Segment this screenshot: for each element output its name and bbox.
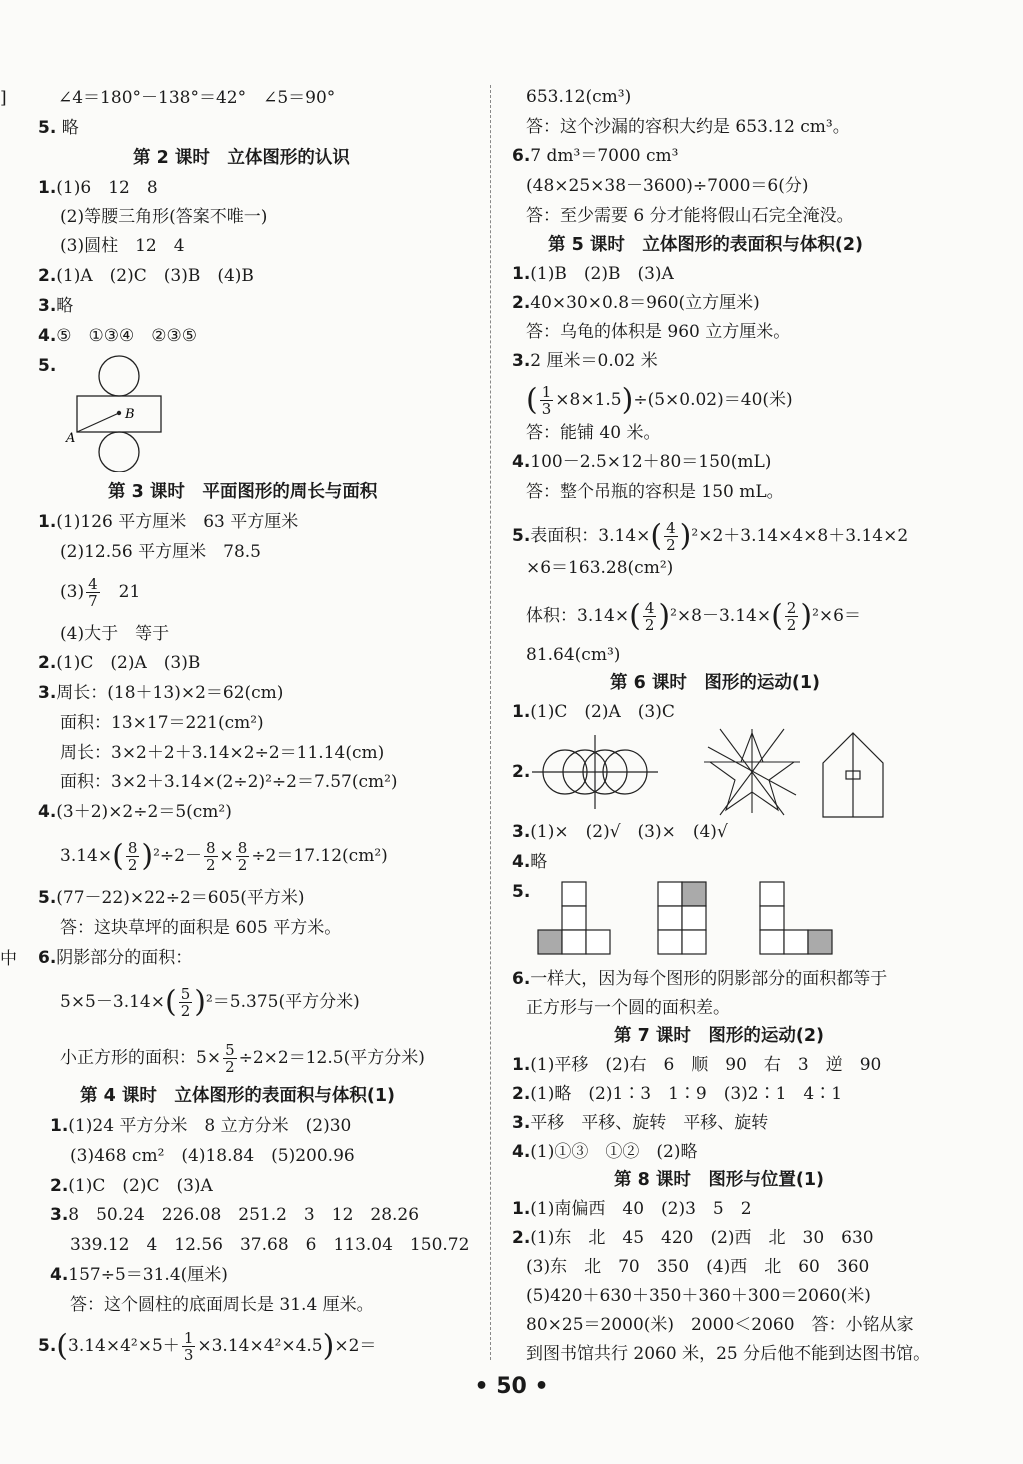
- q-number: 2.: [50, 1176, 69, 1196]
- answer-text: 答：乌龟的体积是 960 立方厘米。: [526, 322, 791, 342]
- formula-line: 体积：3.14×( $\frac{4}{2}$ )²×8－3.14×( $\frac{2}{2}$ )²×6＝: [526, 598, 861, 634]
- q-number: 1.: [512, 1055, 531, 1075]
- section-title-lesson-6: 第 6 课时 图形的运动(1): [610, 673, 821, 693]
- cell: [760, 882, 784, 906]
- fraction: [126, 840, 140, 873]
- answer-fraction-line: [60, 576, 140, 609]
- a-answer-4: [512, 450, 771, 474]
- q-number: 2.: [512, 1084, 531, 1104]
- answer-text: 答：这个沙漏的容积大约是 653.12 cm³。: [526, 117, 850, 137]
- text: ÷2×2＝12.5(平方分米): [238, 1048, 425, 1068]
- fraction: [182, 1330, 196, 1363]
- label-b: B: [125, 407, 135, 422]
- numerator: 1: [183, 1329, 194, 1347]
- q-number: 1.: [50, 1116, 69, 1136]
- answer-text: ×6＝163.28(cm²): [526, 558, 674, 578]
- answer-text: (1)①③ ①② (2)略: [530, 1142, 698, 1162]
- b-answer-1: [512, 700, 675, 724]
- text: ²×2＋3.14×4×8＋3.14×2: [691, 526, 909, 546]
- edge-mark-middle: 中: [0, 949, 17, 969]
- q-number: 6.: [38, 948, 57, 968]
- answer-text: (1)平移 (2)右 6 顺 90 右 3 逆 90: [530, 1055, 882, 1075]
- q-number: 6.: [512, 146, 531, 166]
- text: ÷2＝17.12(cm²): [251, 846, 388, 866]
- r-answer-5: 5.(3.14×4²×5＋ $\frac{1}{3}$ ×3.14×4²×4.5)×2＝: [38, 1328, 377, 1364]
- answer-text: 面积：13×17＝221(cm²): [60, 713, 264, 733]
- formula-line: 3.14×( $\frac{8}{2}$ )²÷2－ $\frac{8}{2}$ × $\frac{8}{2}$ ÷2＝17.12(cm²): [60, 838, 388, 874]
- q-number: 4.: [38, 326, 57, 346]
- q-number: 4.: [50, 1265, 69, 1285]
- answer-5: [38, 116, 79, 140]
- four-circles-figure: [532, 735, 658, 809]
- view-figure-3: [760, 882, 832, 954]
- answer-text: 一样大，因为每个图形的阴影部分的面积都等于: [530, 969, 888, 989]
- cell: [658, 930, 682, 954]
- q-number: 3.: [512, 1113, 531, 1133]
- answer-text: (3)东 北 70 350 (4)西 北 60 360: [526, 1257, 870, 1277]
- star-figure: [704, 729, 800, 815]
- denominator: 2: [666, 536, 676, 554]
- p-answer-3: [38, 681, 283, 705]
- q-number: 1.: [38, 512, 57, 532]
- answer-2: [38, 264, 254, 288]
- cell-shaded: [808, 930, 832, 954]
- fraction: [664, 520, 678, 553]
- answer-text: (1)略 (2)1∶3 1∶9 (3)2∶1 4∶1: [530, 1084, 843, 1104]
- numerator: 4: [644, 599, 655, 617]
- angle-answers: ∠4＝180°－138°＝42° ∠5＝90°: [58, 88, 336, 108]
- denominator: 2: [786, 616, 797, 634]
- formula-line: ( $\frac{1}{3}$ ×8×1.5)÷(5×0.02)＝40(米): [526, 382, 793, 418]
- c-answer-3: [512, 1111, 768, 1135]
- q-number: 4.: [512, 1142, 531, 1162]
- answer-text: (48×25×38－3600)÷7000＝6(分): [526, 176, 809, 196]
- section-title-lesson-4: 第 4 课时 立体图形的表面积与体积(1): [80, 1086, 396, 1106]
- formula-line: [60, 1042, 425, 1075]
- answer-3: [38, 294, 73, 318]
- answer-text: 339.12 4 12.56 37.68 6 113.04 150.72: [70, 1235, 470, 1255]
- text: (3): [60, 582, 85, 602]
- q-number: 3.: [512, 351, 531, 371]
- p-answer-1: [38, 510, 298, 534]
- fraction: [223, 1042, 237, 1075]
- text: ²×8－3.14×: [670, 606, 772, 626]
- b-answer-5-label: [512, 880, 530, 904]
- a-answer-5: 5.表面积：3.14×( $\frac{4}{2}$ )²×2＋3.14×4×8＋3.14×2: [512, 518, 909, 554]
- text: ×: [219, 846, 234, 866]
- net-bottom-circle: [99, 432, 139, 472]
- q-number: 4.: [512, 852, 531, 872]
- p-answer-2: [38, 651, 200, 675]
- answer-text: 2 厘米＝0.02 米: [530, 351, 658, 371]
- answer-text: (1)C (2)C (3)A: [68, 1176, 213, 1196]
- q-number: 3.: [512, 822, 531, 842]
- house-figure: [823, 733, 883, 817]
- p-answer-4: [38, 800, 232, 824]
- answer-text: 答：这块草坪的面积是 605 平方米。: [60, 918, 342, 938]
- fraction: [179, 986, 193, 1019]
- c-answer-4: [512, 1140, 697, 1164]
- page-number: • 50 •: [474, 1374, 549, 1399]
- a-answer-2: [512, 291, 760, 315]
- answer-text: 面积：3×2＋3.14×(2÷2)²÷2＝7.57(cm²): [60, 772, 398, 792]
- q-number: 5.: [512, 882, 531, 902]
- numerator: 2: [786, 599, 797, 617]
- fraction: [86, 576, 100, 609]
- cell: [658, 906, 682, 930]
- q-number: 3.: [38, 296, 57, 316]
- answer-text: (5)420＋630＋350＋360＋300＝2060(米): [526, 1286, 871, 1306]
- column-divider: [490, 85, 491, 1360]
- denominator: 2: [180, 1002, 191, 1020]
- cell-shaded: [538, 930, 562, 954]
- edge-mark-top: ]: [0, 88, 7, 108]
- cell: [760, 906, 784, 930]
- numerator: 1: [541, 383, 552, 401]
- q-number: 5.: [38, 888, 57, 908]
- section-title-lesson-8: 第 8 课时 图形与位置(1): [614, 1170, 825, 1190]
- cell: [562, 882, 586, 906]
- text: ²×6＝: [812, 606, 861, 626]
- text: ×2＝: [334, 1336, 377, 1356]
- answer-text: 正方形与一个圆的面积差。: [526, 998, 730, 1018]
- section-title-lesson-3: 第 3 课时 平面图形的周长与面积: [108, 482, 378, 502]
- fraction: [643, 600, 657, 633]
- answer-text: (3＋2)×2÷2＝5(cm²): [56, 802, 232, 822]
- a-answer-1: [512, 262, 674, 286]
- r-answer-3: [50, 1203, 419, 1227]
- numerator: 4: [88, 575, 98, 593]
- r-answer-2: [50, 1174, 213, 1198]
- text: 体积：3.14×: [526, 606, 630, 626]
- view-figure-2: [658, 882, 706, 954]
- denominator: 2: [127, 856, 138, 874]
- answer-text: (1)C (2)A (3)B: [56, 653, 201, 673]
- answer-text: (3)468 cm² (4)18.84 (5)200.96: [70, 1146, 355, 1166]
- answer-text: 答：这个圆柱的底面周长是 31.4 厘米。: [70, 1295, 374, 1315]
- q-number: 1.: [512, 1199, 531, 1219]
- answer-text: (1)C (2)A (3)C: [530, 702, 675, 722]
- answer-text: 阴影部分的面积：: [56, 948, 193, 968]
- q-number: 2.: [512, 293, 531, 313]
- cell: [760, 930, 784, 954]
- denominator: 7: [88, 592, 98, 610]
- fraction: [540, 384, 554, 417]
- view-figure-1: [538, 882, 610, 954]
- label-a: A: [66, 431, 76, 446]
- numerator: 8: [237, 839, 248, 857]
- section-title-lesson-7: 第 7 课时 图形的运动(2): [614, 1026, 825, 1046]
- q-number: 4.: [512, 452, 531, 472]
- answer-text: (4)大于 等于: [60, 624, 170, 644]
- text: 5×5－3.14×: [60, 992, 165, 1012]
- q-number: 2.: [512, 762, 531, 782]
- q-number: 1.: [512, 264, 531, 284]
- answer-6: [512, 144, 678, 168]
- section-title-lesson-2: 第 2 课时 立体图形的认识: [133, 148, 350, 168]
- cell: [562, 906, 586, 930]
- cylinder-net-figure: [63, 352, 173, 472]
- answer-text: (1)6 12 8: [56, 178, 158, 198]
- c-answer-1: [512, 1053, 881, 1077]
- q-number: 3.: [50, 1205, 69, 1225]
- answer-text: 157÷5＝31.4(厘米): [68, 1265, 228, 1285]
- answer-text: 答：能铺 40 米。: [526, 423, 661, 443]
- answer-text: 100－2.5×12＋80＝150(mL): [530, 452, 772, 472]
- symmetry-figures: [532, 725, 972, 820]
- b-answer-4: [512, 850, 547, 874]
- q-number: 3.: [38, 683, 57, 703]
- denominator: 3: [183, 1346, 194, 1364]
- formula-line: 5×5－3.14×( $\frac{5}{2}$ )²＝5.375(平方分米): [60, 984, 360, 1020]
- answer-text: (2)12.56 平方厘米 78.5: [60, 542, 262, 562]
- q-number: 5.: [38, 356, 57, 376]
- denominator: 2: [225, 1058, 235, 1076]
- answer-text: (1)东 北 45 420 (2)西 北 30 630: [530, 1228, 874, 1248]
- q-number: 2.: [38, 653, 57, 673]
- answer-text: 8 50.24 226.08 251.2 3 12 28.26: [68, 1205, 420, 1225]
- fraction: [236, 840, 250, 873]
- text: ÷(5×0.02)＝40(米): [633, 390, 793, 410]
- answer-text: (1)× (2)√ (3)× (4)√: [530, 822, 728, 842]
- text: ×3.14×4²×4.5: [197, 1336, 323, 1356]
- cell: [586, 930, 610, 954]
- text: 21: [118, 582, 141, 602]
- numerator: 4: [666, 519, 676, 537]
- answer-text: (1)B (2)B (3)A: [530, 264, 674, 284]
- answer-text: (1)A (2)C (3)B (4)B: [56, 266, 254, 286]
- answer-text: (1)南偏西 40 (2)3 5 2: [530, 1199, 752, 1219]
- answer-text: 40×30×0.8＝960(立方厘米): [530, 293, 760, 313]
- answer-text: 7 dm³＝7000 cm³: [530, 146, 679, 166]
- a-answer-3: [512, 349, 658, 373]
- text: 3.14×: [60, 846, 113, 866]
- cell: [784, 930, 808, 954]
- cell: [682, 930, 706, 954]
- text: ²÷2－: [153, 846, 202, 866]
- d-answer-1: [512, 1197, 752, 1221]
- q-number: 5.: [38, 118, 57, 138]
- answer-text: 略: [61, 118, 79, 138]
- r-answer-1: [50, 1114, 351, 1138]
- section-title-lesson-5: 第 5 课时 立体图形的表面积与体积(2): [548, 235, 864, 255]
- answer-text: 略: [530, 852, 548, 872]
- answer-4: [38, 324, 197, 348]
- answer-text: 81.64(cm³): [526, 645, 621, 665]
- answer-text: (77－22)×22÷2＝605(平方米): [56, 888, 305, 908]
- answer-text: 平移 平移、旋转 平移、旋转: [530, 1113, 769, 1133]
- q-number: 5.: [38, 1336, 57, 1356]
- cube-view-figures: [532, 880, 852, 960]
- q-number: 1.: [38, 178, 57, 198]
- denominator: 2: [237, 856, 248, 874]
- p-answer-6: [38, 946, 192, 970]
- denominator: 2: [205, 856, 216, 874]
- answer-text: 答：至少需要 6 分才能将假山石完全淹没。: [526, 206, 854, 226]
- answer-5-label: [38, 354, 56, 378]
- answer-text: (3)圆柱 12 4: [60, 236, 185, 256]
- answer-text: 略: [56, 296, 74, 316]
- net-path-line: [77, 413, 119, 432]
- answer-text: 答：整个吊瓶的容积是 150 mL。: [526, 482, 784, 502]
- q-number: 1.: [512, 702, 531, 722]
- cell: [682, 906, 706, 930]
- r-answer-4: [50, 1263, 228, 1287]
- numerator: 5: [225, 1041, 235, 1059]
- fraction: [204, 840, 218, 873]
- q-number: 4.: [38, 802, 57, 822]
- text: ×8×1.5: [555, 390, 622, 410]
- answer-text: ⑤ ①③④ ②③⑤: [56, 326, 197, 346]
- answer-text: 653.12(cm³): [526, 87, 632, 107]
- q-number: 2.: [38, 266, 57, 286]
- c-answer-2: [512, 1082, 842, 1106]
- answer-text: 周长：3×2＋2＋3.14×2÷2＝11.14(cm): [60, 743, 385, 763]
- cell: [658, 882, 682, 906]
- answer-text: 80×25＝2000(米) 2000＜2060 答：小铭从家: [526, 1315, 914, 1335]
- b-answer-2-label: [512, 760, 530, 784]
- answer-text: 周长：(18＋13)×2＝62(cm): [56, 683, 284, 703]
- numerator: 8: [205, 839, 216, 857]
- text: 表面积：3.14×: [530, 526, 651, 546]
- text: ²＝5.375(平方分米): [205, 992, 360, 1012]
- q-number: 2.: [512, 1228, 531, 1248]
- denominator: 3: [541, 400, 552, 418]
- answer-1: [38, 176, 158, 200]
- d-answer-2: [512, 1226, 874, 1250]
- cell: [562, 930, 586, 954]
- b-answer-3: [512, 820, 728, 844]
- b-answer-6: [512, 967, 887, 991]
- answer-text: (2)等腰三角形(答案不唯一): [60, 207, 268, 227]
- fraction: [785, 600, 799, 633]
- cell-shaded: [682, 882, 706, 906]
- numerator: 5: [180, 985, 191, 1003]
- net-top-circle: [99, 356, 139, 396]
- denominator: 2: [644, 616, 655, 634]
- point-b: [117, 411, 121, 415]
- text: 小正方形的面积：5×: [60, 1048, 222, 1068]
- answer-text: 到图书馆共行 2060 米，25 分后他不能到达图书馆。: [526, 1344, 931, 1364]
- text: 3.14×4²×5＋: [68, 1336, 180, 1356]
- numerator: 8: [127, 839, 138, 857]
- p-answer-5: [38, 886, 304, 910]
- answer-text: (1)126 平方厘米 63 平方厘米: [56, 512, 299, 532]
- answer-text: (1)24 平方分米 8 立方分米 (2)30: [68, 1116, 352, 1136]
- q-number: 5.: [512, 526, 531, 546]
- q-number: 6.: [512, 969, 531, 989]
